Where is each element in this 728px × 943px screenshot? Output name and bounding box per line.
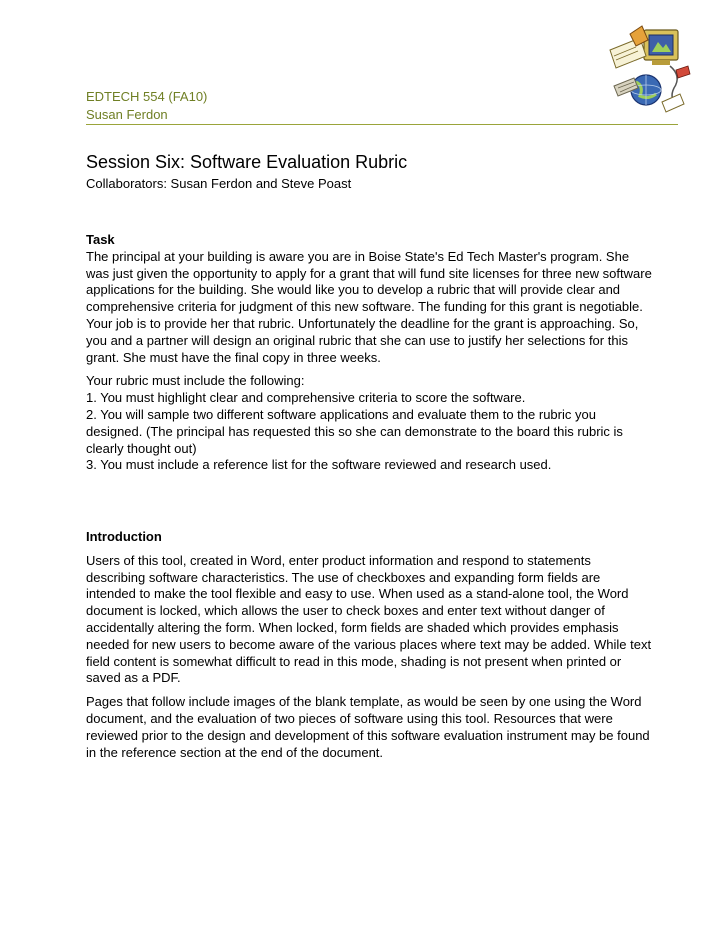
requirement-item: 2. You will sample two different software applications and evaluate them to the rubric you designed. (The principal has requested this so she can demonstrate to the board this rubric is clearly thought out) xyxy=(86,406,623,456)
requirements-intro: Your rubric must include the following: xyxy=(86,373,305,389)
requirement-item: 3. You must include a reference list for the software reviewed and research used. xyxy=(86,457,552,473)
task-heading: Task xyxy=(86,232,115,247)
introduction-paragraph-2: Pages that follow include images of the blank template, as would be seen by one using the Word document, and the evaluation of two pieces of software using this tool. Resources that were reviewed prior to the design and development of this software evaluation instrument may be found in the reference section at the end of the document. xyxy=(86,694,650,760)
author-name: Susan Ferdon xyxy=(86,107,168,122)
document-header xyxy=(86,88,646,124)
introduction-paragraph-1: Users of this tool, created in Word, enter product information and respond to statements describing software characteristics. The use of checkboxes and expanding form fields are intended to make the tool flexible and easy to use. When used as a stand-alone tool, the Word document is locked, which allows the user to check boxes and enter text without danger of accidentally altering the form. When locked, form fields are shaded which provides emphasis needed for new users to become aware of the various places where text may be added. While text field content is somewhat difficult to read in this mode, shading is not present when printed or saved as a PDF. xyxy=(86,552,652,686)
computer-clipart-icon xyxy=(600,16,692,116)
document-title: Session Six: Software Evaluation Rubric xyxy=(86,152,408,172)
header-divider xyxy=(86,124,678,125)
introduction-section xyxy=(86,529,652,761)
task-section xyxy=(86,232,652,474)
collaborators-line: Collaborators: Susan Ferdon and Steve Poast xyxy=(86,176,352,191)
course-code: EDTECH 554 (FA10) xyxy=(86,89,208,104)
task-paragraph: The principal at your building is aware you are in Boise State's Ed Tech Master's program. She was just given the opportunity to apply for a grant that will fund site licenses for three new software applications for the building. She would like you to develop a rubric that will provide clear and comprehensive criteria for judgment of this new software. The funding for this grant is negotiable. Your job is to provide her that rubric. Unfortunately the deadline for the grant is approaching. So, you and a partner will design an original rubric that she can use to justify her selections for this grant. She must have the final copy in three weeks. xyxy=(86,248,652,365)
introduction-heading: Introduction xyxy=(86,529,162,544)
requirement-item: 1. You must highlight clear and comprehensive criteria to score the software. xyxy=(86,390,526,406)
